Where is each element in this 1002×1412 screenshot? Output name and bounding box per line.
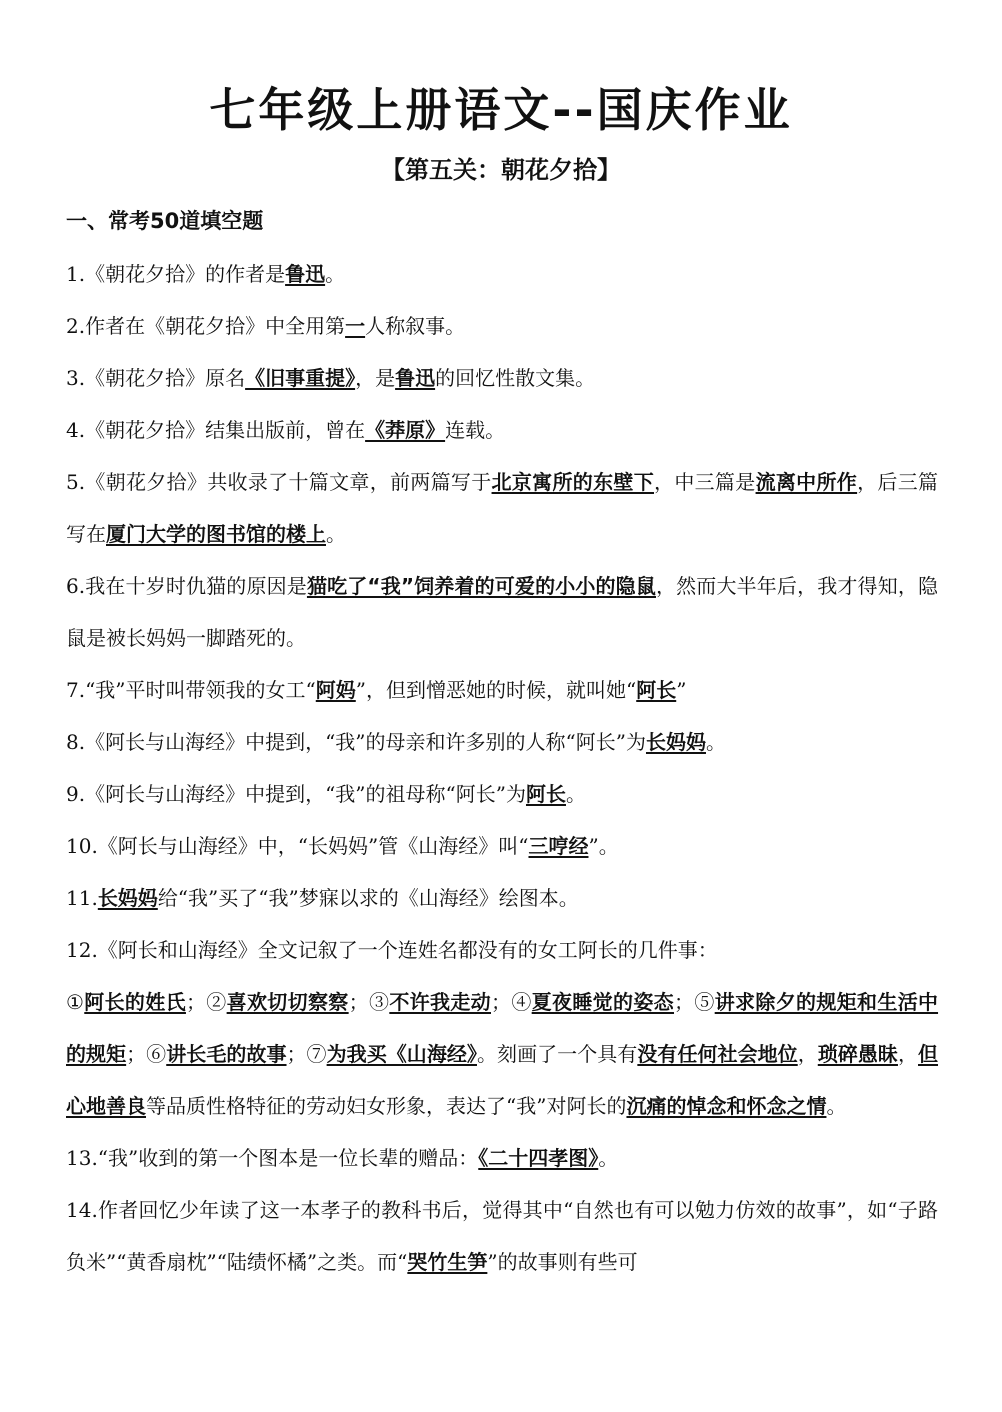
answer-text: 《莽原》 [365,418,446,442]
question-text: ， [897,1042,919,1066]
question-text: 5.《朝花夕拾》共收录了十篇文章，前两篇写于 [66,470,492,494]
question-text: ” [676,678,687,702]
question-text: 。 [565,782,586,806]
answer-text: 琐碎愚昧 [817,1042,898,1066]
question-item [66,820,938,872]
answer-text: 沉痛的悼念和怀念之情 [626,1094,827,1118]
question-text: 6.我在十岁时仇猫的原因是 [66,574,307,598]
answer-text: 猫吃了“我”饲养着的可爱的小小的隐鼠 [306,574,656,598]
question-text: 10.《阿长与山海经》中，“长妈妈”管《山海经》叫“ [66,834,529,858]
question-text: 给“我”买了“我”梦寐以求的《山海经》绘图本。 [157,886,579,910]
page-subtitle: 【第五关：朝花夕拾】 [381,156,621,184]
answer-text: 《二十四孝图》 [478,1146,599,1170]
question-text: 2.作者在《朝花夕拾》中全用第 [66,314,346,338]
question-text: 3.《朝花夕拾》原名 [66,366,246,390]
question-item [66,456,938,560]
question-text: 13.“我”收到的第一个图本是一位长辈的赠品： [66,1146,479,1170]
answer-text: 阿长 [525,782,566,806]
question-text: 。 [325,262,346,286]
answer-text: 厦门大学的图书馆的楼上 [106,522,326,546]
answer-text: 长妈妈 [645,730,706,754]
question-text: 。刻画了一个具有 [476,1042,638,1066]
question-text: 。 [326,522,346,546]
question-text: 9.《阿长与山海经》中提到，“我”的祖母称“阿长”为 [66,782,526,806]
question-text: ， [797,1042,818,1066]
answer-text: 阿妈 [315,678,356,702]
answer-text: 为我买《山海经》 [326,1042,477,1066]
answer-text: 没有任何社会地位 [637,1042,798,1066]
question-list [66,248,938,1288]
question-text: 人称叙事。 [365,314,466,338]
question-text: 连载。 [445,418,506,442]
answer-text: 北京寓所的东壁下 [491,470,655,494]
page-title: 七年级上册语文--国庆作业 [209,83,793,137]
question-item [66,976,938,1132]
answer-text: 三哼经 [528,834,589,858]
question-item [66,664,938,716]
question-text: ”的故事则有些可 [487,1250,638,1274]
question-text: 4.《朝花夕拾》结集出版前，曾在 [66,418,366,442]
question-text: 11. [66,886,98,910]
question-item [66,716,938,768]
answer-text: 流离中所作 [755,470,858,494]
question-text: ；⑤ [674,990,715,1014]
question-text: 。 [598,1146,619,1170]
question-item [66,248,938,300]
question-text: 12.《阿长和山海经》全文记叙了一个连姓名都没有的女工阿长的几件事： [66,938,718,962]
question-item [66,872,938,924]
question-text: 等品质性格特征的劳动妇女形象，表达了“我”对阿长的 [146,1094,627,1118]
question-text: ① [66,990,85,1014]
question-text: ；② [185,990,227,1014]
answer-text: 夏夜睡觉的姿态 [531,990,675,1014]
question-text: ，然而大半年后，我才得知，隐鼠是被长妈妈一脚踏死的。 [66,574,938,650]
question-text: ，后三篇写在 [66,470,939,546]
answer-text: 阿长的姓氏 [84,990,186,1014]
question-text: 8.《阿长与山海经》中提到，“我”的母亲和许多别的人称“阿长”为 [66,730,646,754]
question-item [66,924,938,976]
answer-text: 讲求除夕的规矩和生活中的规矩 [66,990,939,1066]
question-text: 1.《朝花夕拾》的作者是 [66,262,286,286]
question-text: 的回忆性散文集。 [435,366,596,390]
question-item [66,1184,938,1288]
question-text: ”，但到憎恶她的时候，就叫她“ [355,678,637,702]
question-item [66,404,938,456]
answer-text: 《旧事重提》 [245,366,356,390]
answer-text: 鲁迅 [395,366,436,390]
section-heading: 一、常考50道填空题 [66,209,264,233]
question-text: ；⑥ [126,1042,167,1066]
question-text: ”。 [588,834,619,858]
answer-text: 喜欢切切察察 [226,990,349,1014]
answer-text: 哭竹生笋 [407,1250,488,1274]
answer-text: 讲长毛的故事 [166,1042,287,1066]
question-item [66,300,938,352]
answer-text: 长妈妈 [97,886,158,910]
answer-text: 不许我走动 [389,990,491,1014]
answer-text: 一 [345,314,366,338]
answer-text: 鲁迅 [285,262,326,286]
question-text: 7.“我”平时叫带领我的女工“ [66,678,316,702]
question-text: ；④ [491,990,532,1014]
answer-text: 阿长 [636,678,677,702]
question-text: 。 [705,730,726,754]
question-item [66,1132,938,1184]
question-text: ，中三篇是 [654,470,756,494]
question-text: 。 [826,1094,847,1118]
question-item [66,768,938,820]
question-text: ，是 [355,366,396,390]
question-item [66,352,938,404]
question-text: ；⑦ [286,1042,327,1066]
question-text: 14.作者回忆少年读了这一本孝子的教科书后，觉得其中“自然也有可以勉力仿效的故事”，如“子路负米”“黄香扇枕”“陆绩怀橘”之类。而“ [66,1198,938,1274]
question-text: ；③ [348,990,390,1014]
question-item [66,560,938,664]
answer-text: 但心地善良 [66,1042,939,1118]
